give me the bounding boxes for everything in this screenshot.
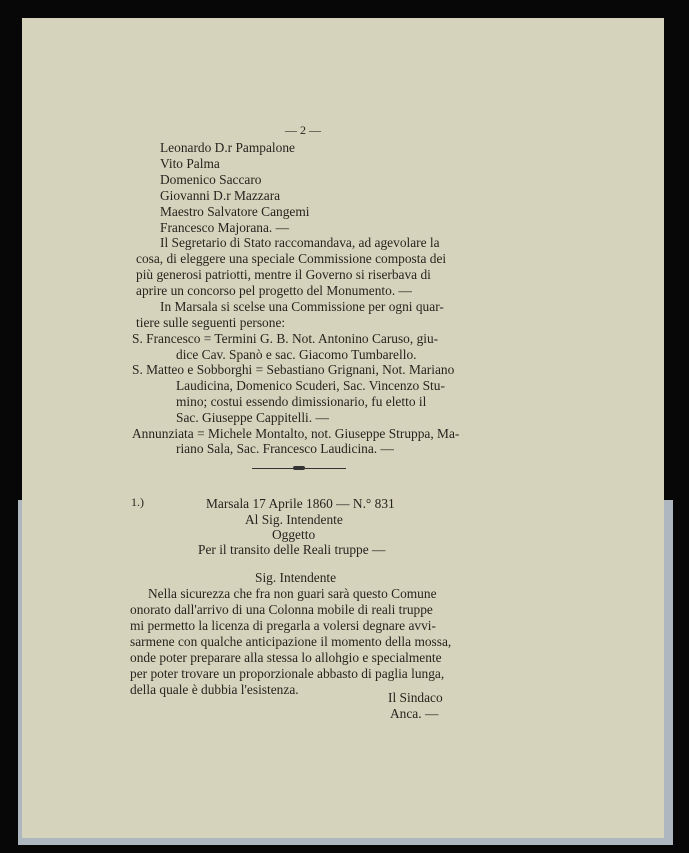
letter-body-line: sarmene con qualche anticipazione il momento della mossa, (130, 634, 452, 649)
quarter-line: S. Matteo e Sobborghi = Sebastiano Grignani, Not. Mariano (132, 362, 455, 377)
separator-ornament (293, 466, 305, 470)
note-marker: 1.) (131, 495, 144, 509)
quarter-line: Laudicina, Domenico Scuderi, Sac. Vincenzo Stu- (176, 378, 445, 393)
quarter-line: Sac. Giuseppe Cappitelli. — (176, 410, 329, 425)
name-line: Leonardo D.r Pampalone (160, 140, 295, 155)
quarter-line: Annunziata = Michele Montalto, not. Giuseppe Struppa, Ma- (132, 426, 460, 441)
letter-salutation: Sig. Intendente (255, 570, 337, 585)
quarter-line: mino; costui essendo dimissionario, fu eletto il (176, 394, 427, 409)
letter-header-line: Marsala 17 Aprile 1860 — N.° 831 (206, 496, 395, 511)
letter-body-line: mi permetto la licenza di pregarla a volersi degnare avvi- (130, 618, 436, 633)
letter-body-line: per poter trovare un proporzionale abbasto di paglia lunga, (130, 666, 445, 681)
letter-header-line: Al Sig. Intendente (245, 512, 343, 527)
document-page (22, 18, 664, 838)
paragraph-line: tiere sulle seguenti persone: (136, 315, 286, 330)
letter-header-line: Per il transito delle Reali truppe — (198, 542, 386, 557)
quarter-line: riano Sala, Sac. Francesco Laudicina. — (176, 441, 394, 456)
page-number: — 2 — (285, 123, 321, 137)
quarter-line: dice Cav. Spanò e sac. Giacomo Tumbarello. (176, 347, 417, 362)
signature-name: Anca. — (390, 706, 439, 721)
quarter-line: S. Francesco = Termini G. B. Not. Antonino Caruso, giu- (132, 331, 439, 346)
paragraph-line: più generosi patriotti, mentre il Governo si riserbava di (136, 267, 431, 282)
name-line: Vito Palma (160, 156, 220, 171)
paragraph-line: aprire un concorso pel progetto del Monumento. — (136, 283, 412, 298)
name-line: Francesco Majorana. — (160, 220, 290, 235)
letter-body-line: della quale è dubbia l'esistenza. (130, 682, 299, 697)
name-line: Maestro Salvatore Cangemi (160, 204, 310, 219)
signature-title: Il Sindaco (388, 690, 443, 705)
paragraph-line: Il Segretario di Stato raccomandava, ad agevolare la (160, 235, 440, 250)
letter-body-line: onorato dall'arrivo di una Colonna mobile di reali truppe (130, 602, 433, 617)
name-line: Giovanni D.r Mazzara (160, 188, 281, 203)
letter-header-line: Oggetto (272, 527, 316, 542)
letter-body-line: onde poter preparare alla stessa lo allohgio e specialmente (130, 650, 442, 665)
name-line: Domenico Saccaro (160, 172, 262, 187)
paragraph-line: cosa, di eleggere una speciale Commissione composta dei (136, 251, 447, 266)
letter-body-line: Nella sicurezza che fra non guari sarà questo Comune (148, 586, 437, 601)
paragraph-line: In Marsala si scelse una Commissione per ogni quar- (160, 299, 444, 314)
